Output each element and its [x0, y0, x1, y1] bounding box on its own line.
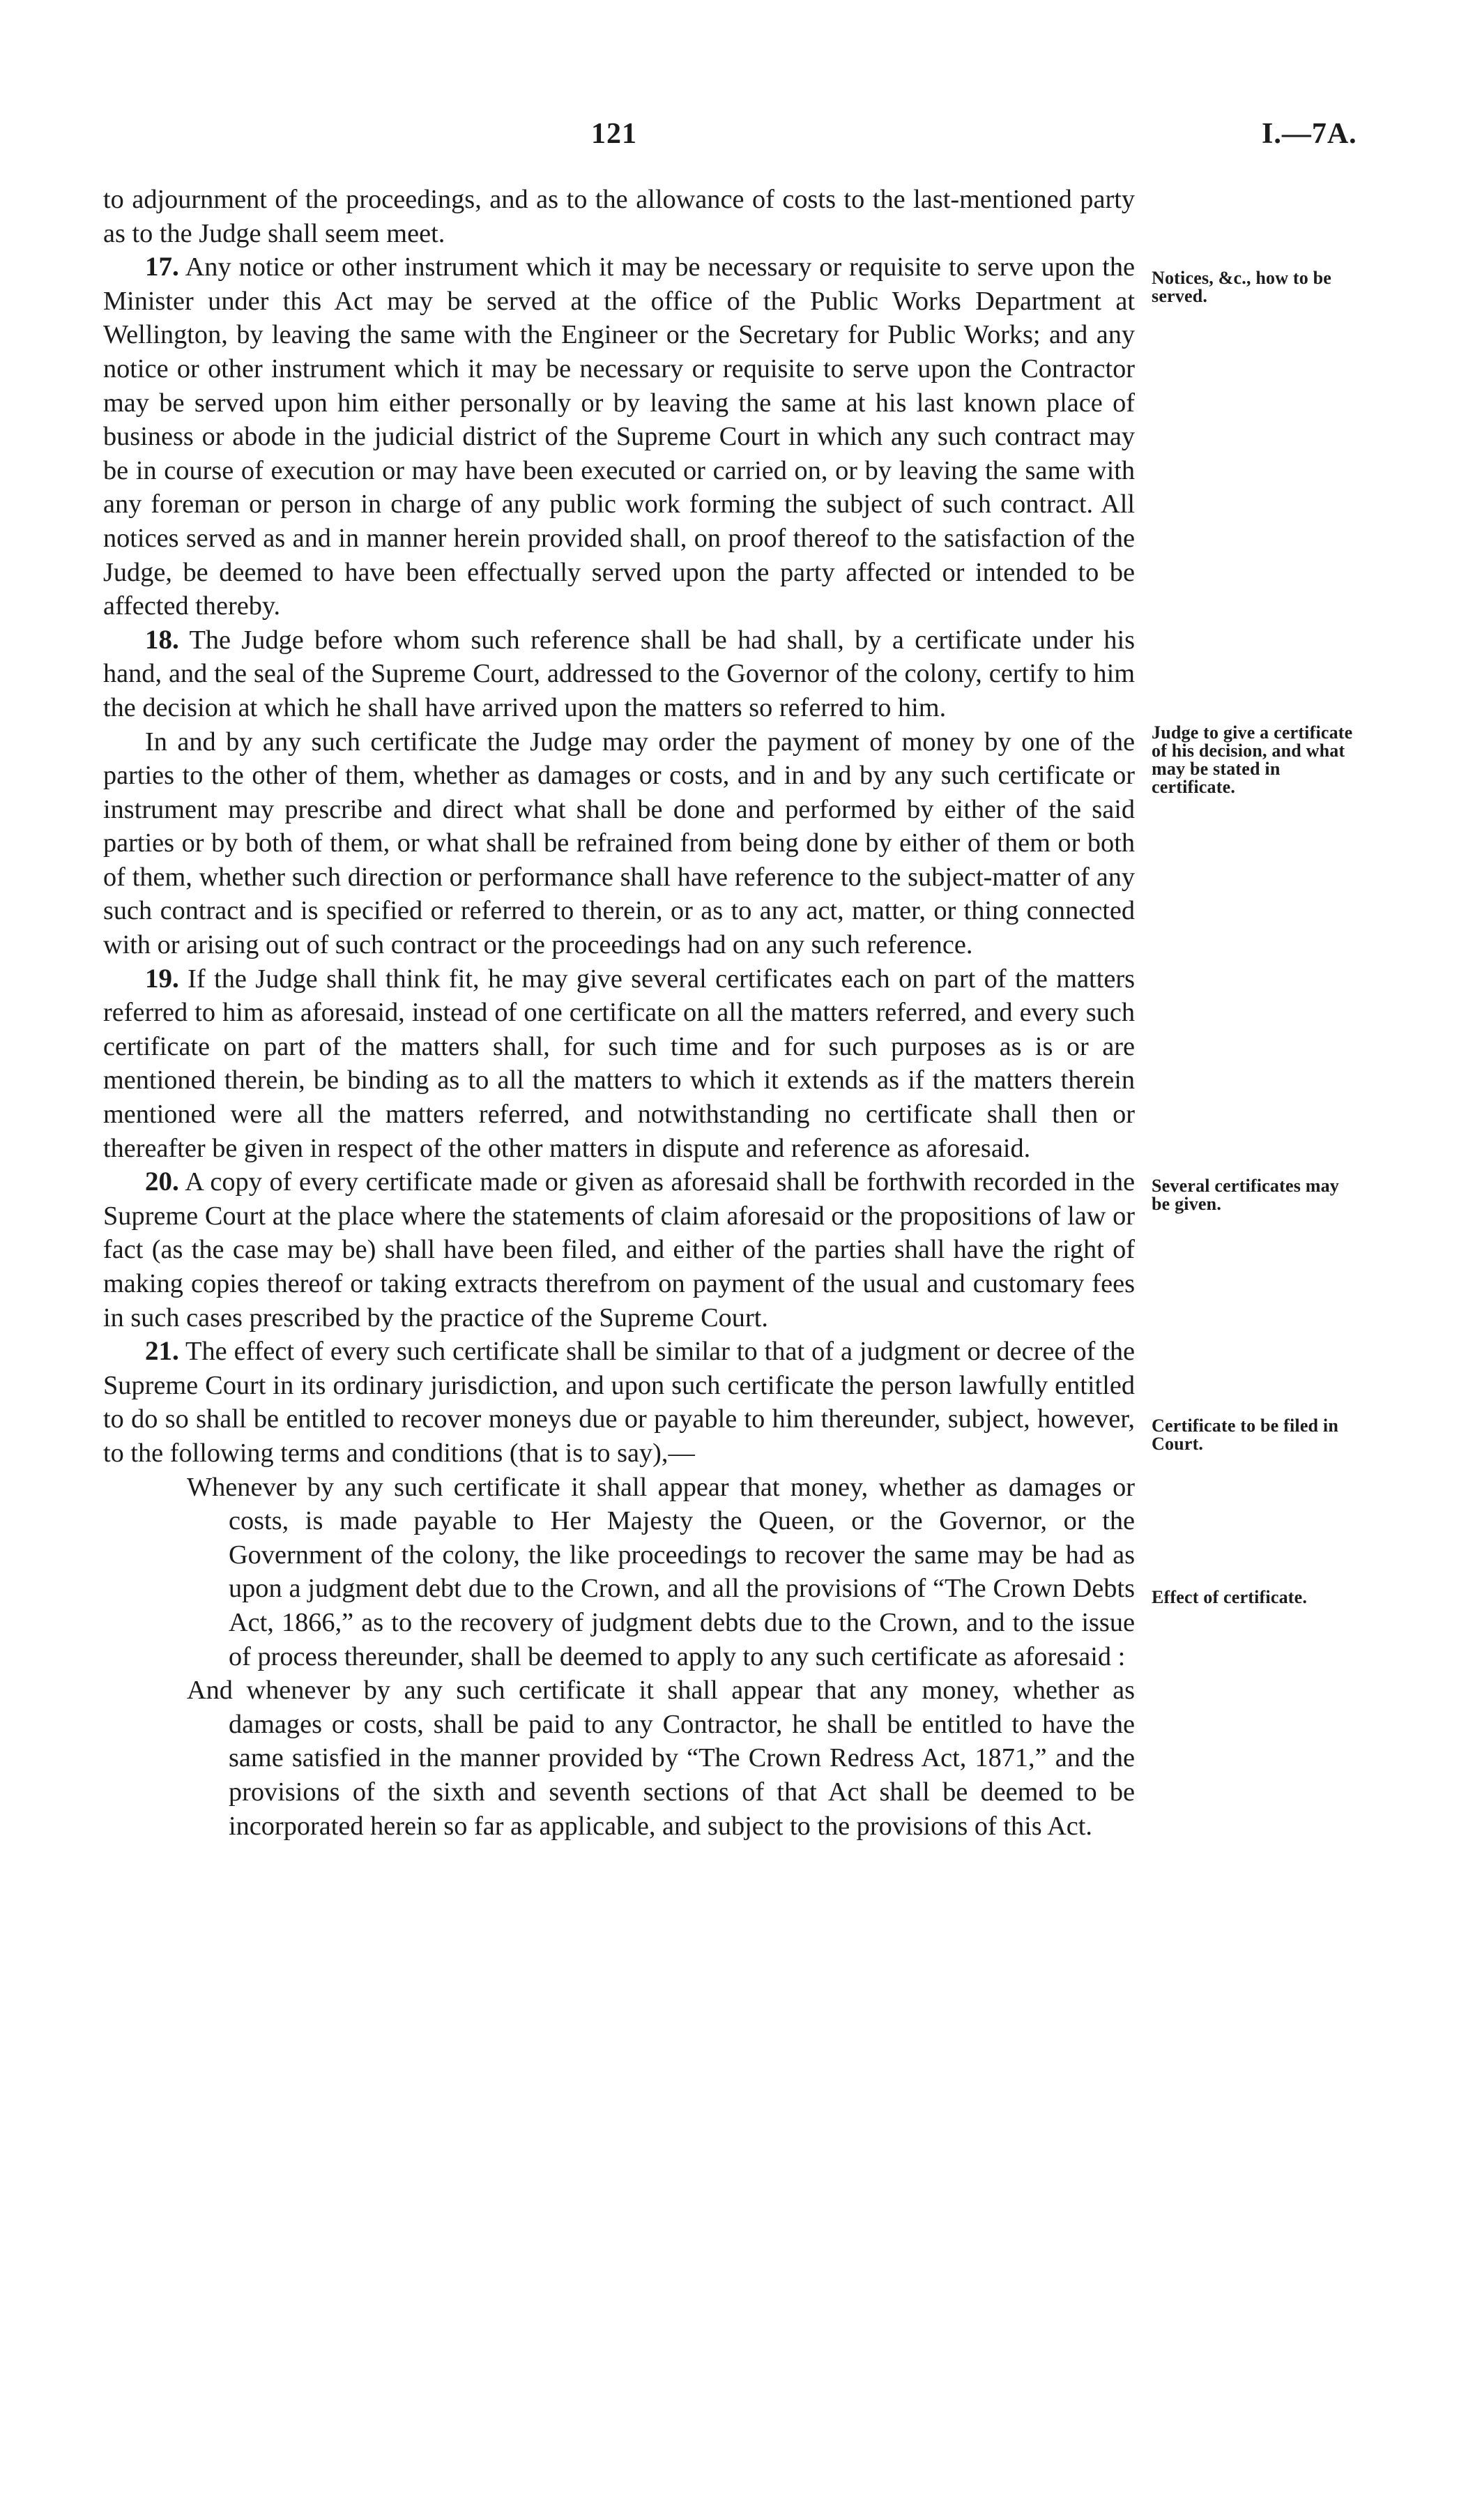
- section-20-text: A copy of every certificate made or given as aforesaid shall be forthwith recorded in the Supreme Court at the place where the statements of claim aforesaid or the propositions of law or fact (as the case may be) shall have been filed, and either of the parties shall have the right of making copies thereof or taking extracts therefrom on payment of the usual and customary fees in such cases prescribed by the practice of the Supreme Court.: [103, 1167, 1135, 1333]
- side-note-section-19: Several certificates may be given.: [1152, 1176, 1340, 1214]
- section-17: [103, 250, 1135, 623]
- section-21: [103, 1335, 1135, 1470]
- side-note-section-21: Effect of certificate.: [1152, 1587, 1308, 1607]
- section-19: [103, 962, 1135, 1166]
- section-18: [103, 623, 1135, 725]
- side-note-section-20: Certificate to be filed in Court.: [1152, 1415, 1339, 1454]
- page-number: 121: [591, 118, 637, 150]
- section-21-number: 21.: [145, 1336, 179, 1367]
- side-note-section-18: Judge to give a certificate of his decision, and what may be stated in certificate.: [1152, 722, 1353, 797]
- section-21-text: The effect of every such certificate shall be similar to that of a judgment or decree of the Supreme Court in its ordinary jurisdiction, and upon such certificate the person lawfully entitled to do so shall be entitled to recover moneys due or payable to him thereunder, subject, however, to the following terms and conditions (that is to say),—: [103, 1337, 1135, 1468]
- section-20: [103, 1165, 1135, 1335]
- section-19-number: 19.: [145, 963, 179, 994]
- section-21-proviso-1: Whenever by any such certificate it shall appear that money, whether as damages or costs, is made payable to Her Majesty the Queen, or the Governor, or the Government of the colony, the like proceedings to recover the same may be had as upon a judgment debt due to the Crown, and all the provisions of “The Crown Debts Act, 1866,” as to the recovery of judgment debts due to the Crown, and to the issue of process thereunder, shall be deemed to apply to any such certificate as aforesaid :: [187, 1472, 1135, 1671]
- section-18-number: 18.: [145, 624, 179, 655]
- section-17-text: Any notice or other instrument which it may be necessary or requisite to serve upon the Minister under this Act may be served at the office of the Public Works Department at Wellington, by leaving the same with the Engineer or the Secretary for Public Works; and any notice or other instrument which it may be necessary or requisite to serve upon the Contractor may be served upon him either personally or by leaving the same at his last known place of business or abode in the judicial district of the Supreme Court in which any such contract may be in course of execution or may have been executed or carried on, or by leaving the same with any foreman or person in charge of any public work forming the subject of such contract. All notices served as and in manner herein provided shall, on proof thereof to the satisfaction of the Judge, be deemed to have been effectually served upon the party affected or intended to be affected thereby.: [103, 252, 1135, 621]
- page-reference: I.—7A.: [1262, 118, 1357, 150]
- section-19-text: If the Judge shall think fit, he may give several certificates each on part of the matters referred to him as aforesaid, instead of one certificate on all the matters referred, and every such certificate on part of the matters shall, for such time and for such purposes as is or are mentioned therein, be binding as to all the matters to which it extends as if the matters therein mentioned were all the matters referred, and notwithstanding no certificate shall then or thereafter be given in respect of the other matters in dispute and reference as aforesaid.: [103, 964, 1135, 1163]
- section-21-proviso-2: And whenever by any such certificate it shall appear that any money, whether as damages or costs, shall be paid to any Contractor, he shall be entitled to have the same satisfied in the manner provided by “The Crown Redress Act, 1871,” and the provisions of the sixth and seventh sections of that Act shall be deemed to be incorporated herein so far as applicable, and subject to the provisions of this Act.: [187, 1676, 1135, 1841]
- section-18-text: The Judge before whom such reference shall be had shall, by a certificate under his hand, and the seal of the Supreme Court, addressed to the Governor of the colony, certify to him the decision at which he shall have arrived upon the matters so referred to him.: [103, 625, 1135, 722]
- continuation-paragraph: to adjournment of the proceedings, and as to the allowance of costs to the last-mentioned party as to the Judge shall seem meet.: [103, 185, 1135, 248]
- section-18-paragraph-2: In and by any such certificate the Judge may order the payment of money by one of the parties to the other of them, whether as damages or costs, and in and by any such certificate or instrument may prescribe and direct what shall be done and performed by either of the said parties or by both of them, or what shall be refrained from being done by either of them or both of them, whether such direction or performance shall have reference to the subject-matter of any such contract and is specified or referred to therein, or as to any act, matter, or thing connected with or arising out of such contract or the proceedings had on any such reference.: [103, 727, 1135, 960]
- section-17-number: 17.: [145, 252, 179, 282]
- side-note-section-17: Notices, &c., how to be served.: [1152, 268, 1332, 306]
- body-text: [103, 183, 1135, 1843]
- section-20-number: 20.: [145, 1167, 179, 1197]
